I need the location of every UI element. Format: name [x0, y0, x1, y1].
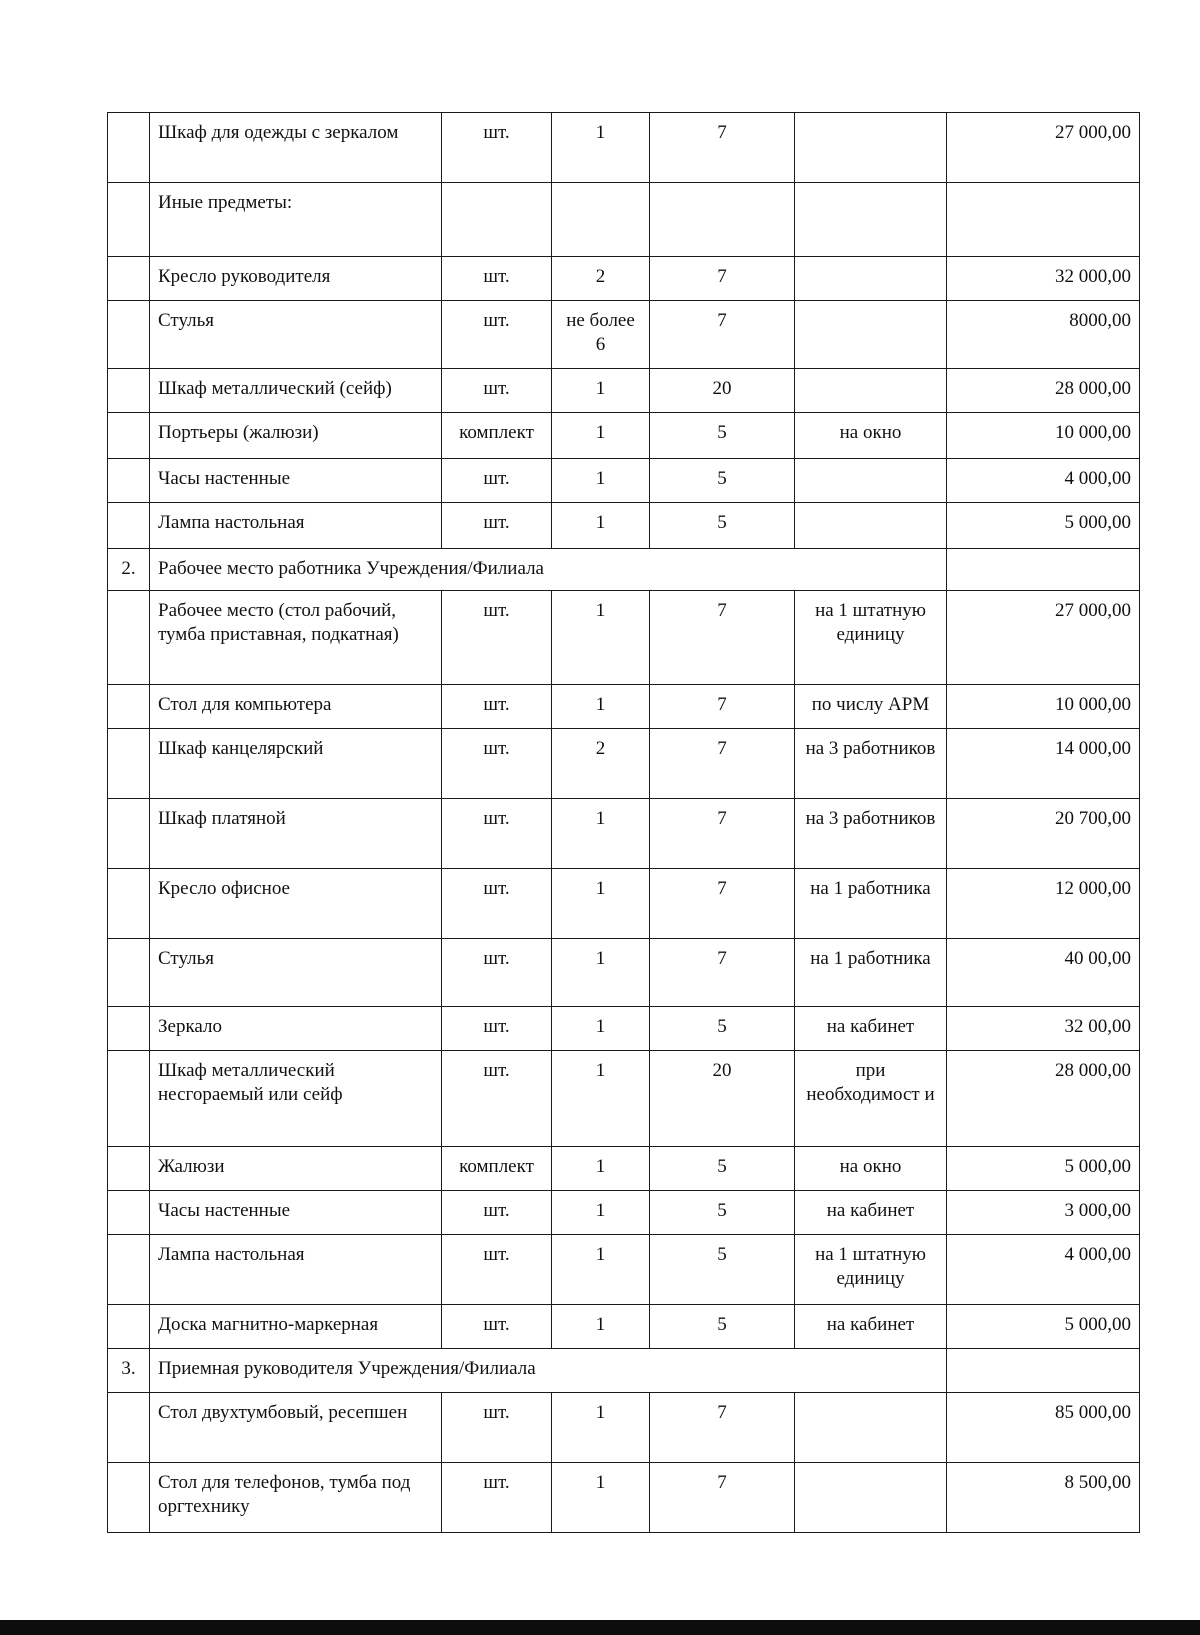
price-cell: 27 000,00: [947, 591, 1140, 685]
service-life-cell: 5: [650, 1007, 795, 1051]
service-life-cell: 7: [650, 1463, 795, 1533]
service-life-cell: 7: [650, 257, 795, 301]
note-cell: [795, 459, 947, 503]
row-number-cell: [108, 413, 150, 459]
row-number-cell: [108, 869, 150, 939]
row-number-cell: [108, 799, 150, 869]
unit-cell: шт.: [442, 257, 552, 301]
note-cell: на 3 работников: [795, 729, 947, 799]
row-number-cell: [108, 1463, 150, 1533]
section-row: [108, 549, 1140, 591]
service-life-cell: [650, 183, 795, 257]
price-cell: 10 000,00: [947, 685, 1140, 729]
price-cell: 14 000,00: [947, 729, 1140, 799]
table-row: [108, 1305, 1140, 1349]
row-number-cell: [108, 1051, 150, 1147]
unit-cell: шт.: [442, 1393, 552, 1463]
price-cell: 5 000,00: [947, 1305, 1140, 1349]
service-life-cell: 7: [650, 591, 795, 685]
item-name-cell: Кресло офисное: [150, 869, 442, 939]
section-row: [108, 1349, 1140, 1393]
item-name-cell: Часы настенные: [150, 1191, 442, 1235]
unit-cell: шт.: [442, 869, 552, 939]
unit-cell: шт.: [442, 503, 552, 549]
item-name-cell: Стол для компьютера: [150, 685, 442, 729]
service-life-cell: 5: [650, 1147, 795, 1191]
note-cell: [795, 1463, 947, 1533]
unit-cell: шт.: [442, 939, 552, 1007]
note-cell: [795, 503, 947, 549]
price-cell: 27 000,00: [947, 113, 1140, 183]
note-cell: на 3 работников: [795, 799, 947, 869]
quantity-cell: 1: [552, 591, 650, 685]
price-cell: 28 000,00: [947, 1051, 1140, 1147]
item-name-cell: Лампа настольная: [150, 503, 442, 549]
quantity-cell: 1: [552, 1051, 650, 1147]
table-row: [108, 1393, 1140, 1463]
item-name-cell: Жалюзи: [150, 1147, 442, 1191]
table-row: [108, 1235, 1140, 1305]
section-price-cell: [947, 549, 1140, 591]
price-cell: 32 00,00: [947, 1007, 1140, 1051]
quantity-cell: 1: [552, 869, 650, 939]
service-life-cell: 20: [650, 369, 795, 413]
note-cell: на окно: [795, 1147, 947, 1191]
row-number-cell: [108, 1393, 150, 1463]
note-cell: на кабинет: [795, 1007, 947, 1051]
price-cell: 5 000,00: [947, 503, 1140, 549]
quantity-cell: [552, 183, 650, 257]
quantity-cell: 1: [552, 459, 650, 503]
unit-cell: шт.: [442, 113, 552, 183]
item-name-cell: Стулья: [150, 939, 442, 1007]
table-row: [108, 799, 1140, 869]
quantity-cell: 1: [552, 1463, 650, 1533]
price-cell: 8 500,00: [947, 1463, 1140, 1533]
service-life-cell: 7: [650, 1393, 795, 1463]
quantity-cell: не более 6: [552, 301, 650, 369]
price-cell: 8000,00: [947, 301, 1140, 369]
note-cell: на кабинет: [795, 1191, 947, 1235]
row-number-cell: [108, 1235, 150, 1305]
unit-cell: шт.: [442, 369, 552, 413]
unit-cell: [442, 183, 552, 257]
price-cell: 32 000,00: [947, 257, 1140, 301]
quantity-cell: 1: [552, 1147, 650, 1191]
item-name-cell: Иные предметы:: [150, 183, 442, 257]
service-life-cell: 7: [650, 729, 795, 799]
unit-cell: шт.: [442, 1051, 552, 1147]
row-number-cell: [108, 183, 150, 257]
quantity-cell: 1: [552, 1305, 650, 1349]
quantity-cell: 1: [552, 1191, 650, 1235]
service-life-cell: 5: [650, 1191, 795, 1235]
item-name-cell: Шкаф для одежды с зеркалом: [150, 113, 442, 183]
quantity-cell: 1: [552, 939, 650, 1007]
table-row: [108, 1051, 1140, 1147]
item-name-cell: Шкаф канцелярский: [150, 729, 442, 799]
table-body: [108, 113, 1140, 1533]
unit-cell: шт.: [442, 685, 552, 729]
unit-cell: шт.: [442, 301, 552, 369]
quantity-cell: 1: [552, 503, 650, 549]
quantity-cell: 1: [552, 113, 650, 183]
unit-cell: шт.: [442, 1305, 552, 1349]
table-row: [108, 113, 1140, 183]
row-number-cell: 2.: [108, 549, 150, 591]
service-life-cell: 5: [650, 503, 795, 549]
item-name-cell: Стулья: [150, 301, 442, 369]
unit-cell: шт.: [442, 799, 552, 869]
unit-cell: шт.: [442, 591, 552, 685]
unit-cell: шт.: [442, 1007, 552, 1051]
item-name-cell: Портьеры (жалюзи): [150, 413, 442, 459]
table-row: [108, 503, 1140, 549]
note-cell: на кабинет: [795, 1305, 947, 1349]
note-cell: [795, 301, 947, 369]
row-number-cell: [108, 1007, 150, 1051]
table-row: [108, 1463, 1140, 1533]
quantity-cell: 2: [552, 257, 650, 301]
note-cell: [795, 183, 947, 257]
note-cell: на 1 штатную единицу: [795, 1235, 947, 1305]
scan-bottom-edge: [0, 1620, 1200, 1635]
service-life-cell: 7: [650, 869, 795, 939]
unit-cell: шт.: [442, 1463, 552, 1533]
table-row: [108, 459, 1140, 503]
row-number-cell: [108, 503, 150, 549]
row-number-cell: [108, 113, 150, 183]
quantity-cell: 1: [552, 1393, 650, 1463]
item-name-cell: Зеркало: [150, 1007, 442, 1051]
service-life-cell: 7: [650, 799, 795, 869]
note-cell: на 1 работника: [795, 939, 947, 1007]
quantity-cell: 2: [552, 729, 650, 799]
row-number-cell: [108, 685, 150, 729]
quantity-cell: 1: [552, 685, 650, 729]
section-title-cell: Рабочее место работника Учреждения/Филиала: [150, 549, 947, 591]
item-name-cell: Стол двухтумбовый, ресепшен: [150, 1393, 442, 1463]
quantity-cell: 1: [552, 799, 650, 869]
service-life-cell: 5: [650, 1305, 795, 1349]
row-number-cell: [108, 369, 150, 413]
item-name-cell: Стол для телефонов, тумба под оргтехнику: [150, 1463, 442, 1533]
row-number-cell: [108, 459, 150, 503]
price-cell: 4 000,00: [947, 459, 1140, 503]
quantity-cell: 1: [552, 1007, 650, 1051]
service-life-cell: 7: [650, 301, 795, 369]
item-name-cell: Часы настенные: [150, 459, 442, 503]
price-cell: 85 000,00: [947, 1393, 1140, 1463]
item-name-cell: Кресло руководителя: [150, 257, 442, 301]
row-number-cell: [108, 1191, 150, 1235]
item-name-cell: Рабочее место (стол рабочий, тумба приставная, подкатная): [150, 591, 442, 685]
quantity-cell: 1: [552, 1235, 650, 1305]
item-name-cell: Доска магнитно-маркерная: [150, 1305, 442, 1349]
service-life-cell: 20: [650, 1051, 795, 1147]
row-number-cell: [108, 591, 150, 685]
equipment-table: [107, 112, 1140, 1533]
item-name-cell: Шкаф платяной: [150, 799, 442, 869]
table-row: [108, 1191, 1140, 1235]
price-cell: 20 700,00: [947, 799, 1140, 869]
note-cell: на 1 штатную единицу: [795, 591, 947, 685]
table-row: [108, 869, 1140, 939]
row-number-cell: [108, 1147, 150, 1191]
note-cell: [795, 1393, 947, 1463]
price-cell: 3 000,00: [947, 1191, 1140, 1235]
quantity-cell: 1: [552, 369, 650, 413]
row-number-cell: [108, 257, 150, 301]
service-life-cell: 7: [650, 685, 795, 729]
item-name-cell: Шкаф металлический (сейф): [150, 369, 442, 413]
service-life-cell: 5: [650, 413, 795, 459]
table-row: [108, 939, 1140, 1007]
table-row: [108, 257, 1140, 301]
service-life-cell: 7: [650, 939, 795, 1007]
price-cell: 4 000,00: [947, 1235, 1140, 1305]
table-row: [108, 591, 1140, 685]
table-row: [108, 183, 1140, 257]
note-cell: на окно: [795, 413, 947, 459]
table-row: [108, 301, 1140, 369]
note-cell: [795, 369, 947, 413]
item-name-cell: Лампа настольная: [150, 1235, 442, 1305]
service-life-cell: 5: [650, 459, 795, 503]
service-life-cell: 7: [650, 113, 795, 183]
unit-cell: шт.: [442, 729, 552, 799]
quantity-cell: 1: [552, 413, 650, 459]
table-row: [108, 1007, 1140, 1051]
row-number-cell: [108, 1305, 150, 1349]
service-life-cell: 5: [650, 1235, 795, 1305]
price-cell: 40 00,00: [947, 939, 1140, 1007]
section-price-cell: [947, 1349, 1140, 1393]
section-title-cell: Приемная руководителя Учреждения/Филиала: [150, 1349, 947, 1393]
unit-cell: шт.: [442, 459, 552, 503]
table-row: [108, 1147, 1140, 1191]
unit-cell: шт.: [442, 1235, 552, 1305]
row-number-cell: 3.: [108, 1349, 150, 1393]
price-cell: 28 000,00: [947, 369, 1140, 413]
unit-cell: комплект: [442, 413, 552, 459]
note-cell: при необходимост и: [795, 1051, 947, 1147]
note-cell: [795, 257, 947, 301]
price-cell: [947, 183, 1140, 257]
unit-cell: шт.: [442, 1191, 552, 1235]
note-cell: по числу АРМ: [795, 685, 947, 729]
table-row: [108, 369, 1140, 413]
price-cell: 5 000,00: [947, 1147, 1140, 1191]
price-cell: 10 000,00: [947, 413, 1140, 459]
price-cell: 12 000,00: [947, 869, 1140, 939]
table-row: [108, 729, 1140, 799]
row-number-cell: [108, 729, 150, 799]
table-row: [108, 413, 1140, 459]
row-number-cell: [108, 301, 150, 369]
table-row: [108, 685, 1140, 729]
row-number-cell: [108, 939, 150, 1007]
note-cell: на 1 работника: [795, 869, 947, 939]
item-name-cell: Шкаф металлический несгораемый или сейф: [150, 1051, 442, 1147]
note-cell: [795, 113, 947, 183]
unit-cell: комплект: [442, 1147, 552, 1191]
